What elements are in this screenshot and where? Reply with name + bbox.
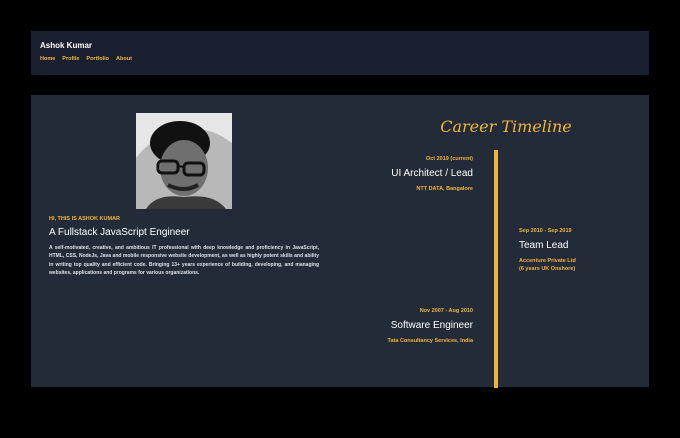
- entry-org: Tata Consultancy Services, India: [387, 338, 473, 344]
- entry-date: Nov 2007 - Aug 2010: [419, 308, 473, 314]
- entry-date: Sep 2010 - Sep 2019: [519, 228, 572, 234]
- navbar: [31, 31, 649, 75]
- bio-text: A self-motivated, creative, and ambitious IT professional with deep knowledge and proficiency in JavaScript, HTML, CSS, NodeJs, Java and mobile responsive website development, as well as highly potent skills and ability in writing top quality and efficient code. Bringing 13+ years experience of building, developing, and managing websites, applications and programs for various organizations.: [49, 245, 319, 276]
- timeline-entry-accenture: [519, 228, 576, 273]
- headline: A Fullstack JavaScript Engineer: [49, 227, 190, 238]
- brand-title[interactable]: Ashok Kumar: [40, 41, 93, 50]
- timeline-title: Career Timeline: [440, 117, 572, 136]
- timeline-line: [494, 150, 498, 388]
- timeline-entry-ntt: [391, 156, 473, 193]
- nav-home-link[interactable]: Home: [40, 56, 56, 62]
- greeting-label: HI, THIS IS ASHOK KUMAR: [49, 216, 120, 222]
- timeline-entry-tcs: [388, 308, 473, 345]
- nav-about-link[interactable]: About: [116, 56, 132, 62]
- profile-portrait-graphic: [136, 113, 232, 209]
- entry-date: Oct 2019 (current): [425, 156, 473, 162]
- entry-role: UI Architect / Lead: [391, 168, 473, 179]
- entry-org: Accenture Private Ltd (6 years UK Onshore): [519, 258, 576, 272]
- entry-role: Software Engineer: [390, 320, 473, 331]
- nav-portfolio-link[interactable]: Portfolio: [86, 56, 110, 62]
- nav-profile-link[interactable]: Profile: [62, 56, 80, 62]
- main-panel: [31, 95, 649, 387]
- nav-links: [40, 56, 640, 62]
- entry-org: NTT DATA, Bangalore: [416, 186, 473, 192]
- profile-photo: [136, 113, 232, 209]
- entry-role: Team Lead: [519, 240, 569, 251]
